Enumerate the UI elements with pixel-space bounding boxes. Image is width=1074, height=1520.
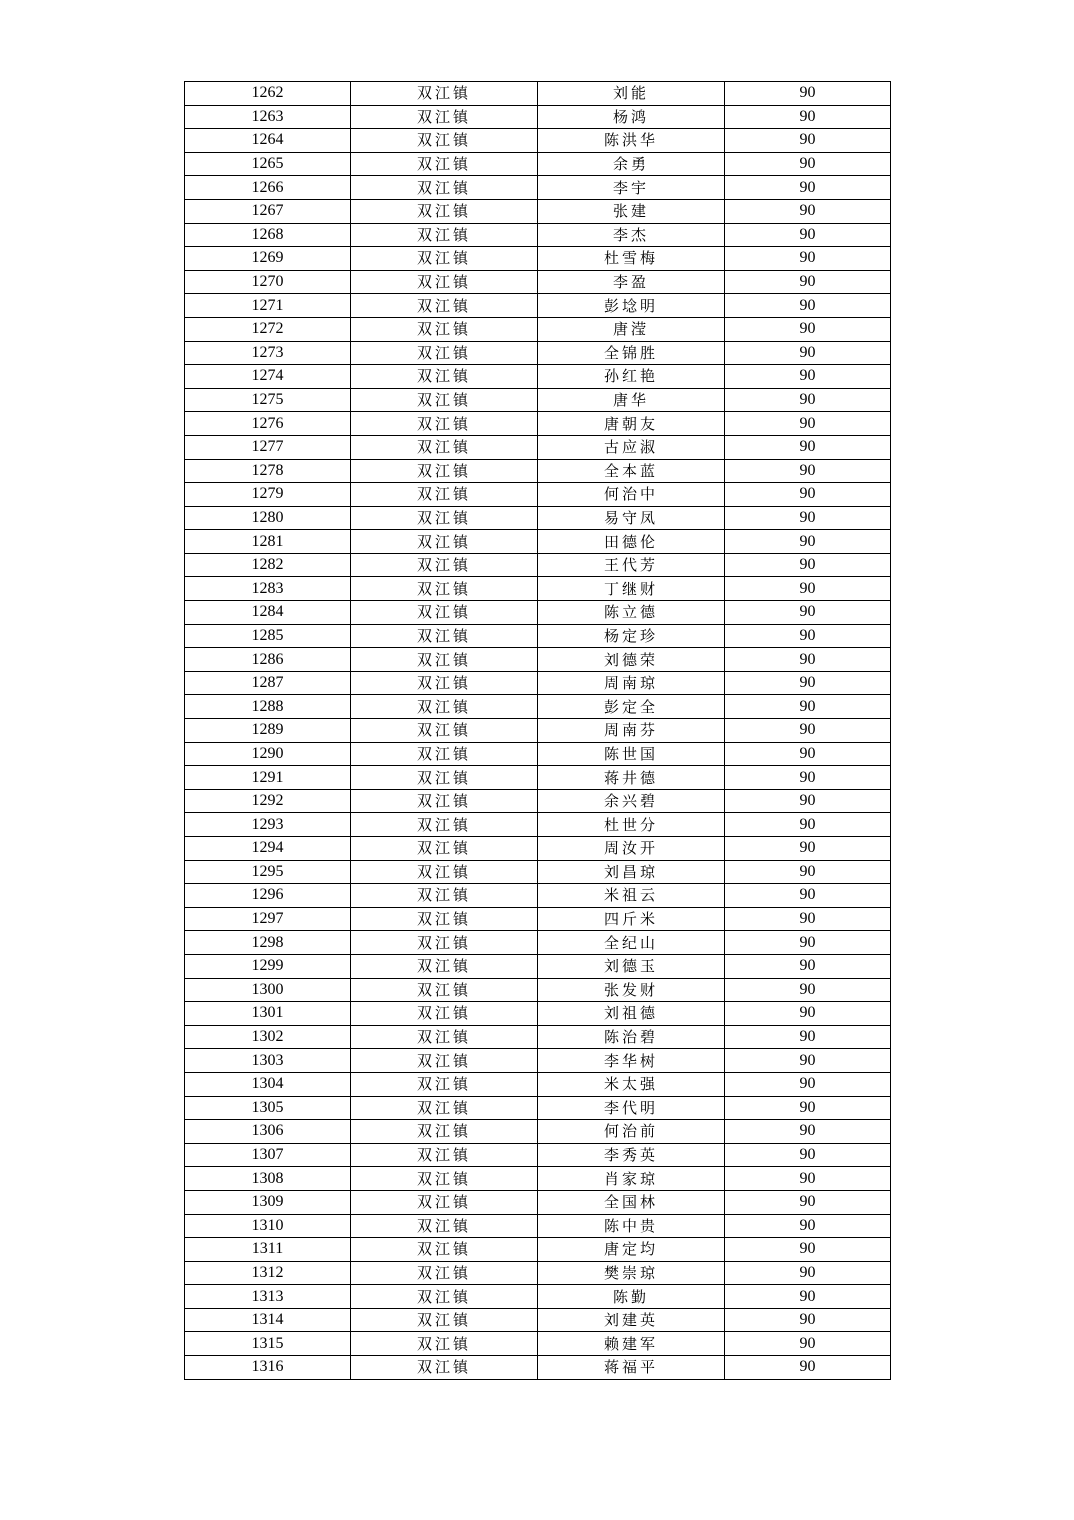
cell-town: 双江镇: [351, 1285, 538, 1309]
table-row: [185, 1049, 891, 1073]
table-row: [185, 1308, 891, 1332]
table-row: [185, 247, 891, 271]
cell-number: 1312: [185, 1261, 351, 1285]
cell-number: 1285: [185, 624, 351, 648]
cell-number: 1296: [185, 884, 351, 908]
cell-score: 90: [725, 813, 891, 837]
cell-town: 双江镇: [351, 1308, 538, 1332]
table-row: [185, 789, 891, 813]
cell-score: 90: [725, 294, 891, 318]
table-row: [185, 719, 891, 743]
cell-score: 90: [725, 695, 891, 719]
cell-number: 1294: [185, 837, 351, 861]
cell-number: 1289: [185, 719, 351, 743]
cell-score: 90: [725, 1332, 891, 1356]
cell-name: 蒋福平: [538, 1356, 725, 1380]
cell-score: 90: [725, 1356, 891, 1380]
roster-table: [184, 81, 891, 1380]
cell-score: 90: [725, 506, 891, 530]
cell-name: 唐定均: [538, 1238, 725, 1262]
cell-score: 90: [725, 1261, 891, 1285]
cell-town: 双江镇: [351, 1096, 538, 1120]
cell-number: 1269: [185, 247, 351, 271]
cell-score: 90: [725, 1308, 891, 1332]
cell-score: 90: [725, 223, 891, 247]
cell-number: 1279: [185, 483, 351, 507]
cell-number: 1264: [185, 129, 351, 153]
cell-name: 李盈: [538, 270, 725, 294]
table-row: [185, 1214, 891, 1238]
cell-number: 1299: [185, 954, 351, 978]
cell-score: 90: [725, 789, 891, 813]
table-row: [185, 412, 891, 436]
cell-town: 双江镇: [351, 742, 538, 766]
cell-score: 90: [725, 247, 891, 271]
cell-number: 1278: [185, 459, 351, 483]
table-row: [185, 671, 891, 695]
cell-name: 丁继财: [538, 577, 725, 601]
cell-town: 双江镇: [351, 954, 538, 978]
cell-name: 王代芳: [538, 553, 725, 577]
cell-score: 90: [725, 954, 891, 978]
cell-number: 1305: [185, 1096, 351, 1120]
table-row: [185, 1096, 891, 1120]
cell-score: 90: [725, 1049, 891, 1073]
cell-town: 双江镇: [351, 1167, 538, 1191]
table-row: [185, 813, 891, 837]
cell-town: 双江镇: [351, 176, 538, 200]
cell-town: 双江镇: [351, 1190, 538, 1214]
table-row: [185, 1120, 891, 1144]
cell-score: 90: [725, 317, 891, 341]
cell-name: 四斤米: [538, 907, 725, 931]
cell-name: 刘祖德: [538, 1002, 725, 1026]
cell-number: 1286: [185, 648, 351, 672]
cell-score: 90: [725, 624, 891, 648]
cell-name: 全纪山: [538, 931, 725, 955]
cell-score: 90: [725, 601, 891, 625]
cell-number: 1270: [185, 270, 351, 294]
table-row: [185, 553, 891, 577]
cell-name: 彭定全: [538, 695, 725, 719]
cell-number: 1263: [185, 105, 351, 129]
cell-town: 双江镇: [351, 1025, 538, 1049]
cell-town: 双江镇: [351, 978, 538, 1002]
cell-score: 90: [725, 388, 891, 412]
table-row: [185, 1143, 891, 1167]
table-row: [185, 388, 891, 412]
cell-town: 双江镇: [351, 341, 538, 365]
cell-town: 双江镇: [351, 671, 538, 695]
cell-town: 双江镇: [351, 1332, 538, 1356]
cell-number: 1304: [185, 1072, 351, 1096]
cell-town: 双江镇: [351, 388, 538, 412]
cell-score: 90: [725, 365, 891, 389]
cell-name: 唐华: [538, 388, 725, 412]
cell-town: 双江镇: [351, 719, 538, 743]
cell-town: 双江镇: [351, 199, 538, 223]
table-row: [185, 341, 891, 365]
cell-number: 1268: [185, 223, 351, 247]
table-row: [185, 435, 891, 459]
cell-score: 90: [725, 1072, 891, 1096]
cell-name: 米太强: [538, 1072, 725, 1096]
cell-score: 90: [725, 1285, 891, 1309]
table-row: [185, 1190, 891, 1214]
cell-town: 双江镇: [351, 105, 538, 129]
cell-score: 90: [725, 270, 891, 294]
cell-name: 李杰: [538, 223, 725, 247]
cell-name: 刘昌琼: [538, 860, 725, 884]
table-row: [185, 931, 891, 955]
cell-score: 90: [725, 860, 891, 884]
table-row: [185, 152, 891, 176]
cell-number: 1288: [185, 695, 351, 719]
cell-number: 1303: [185, 1049, 351, 1073]
cell-name: 陈中贵: [538, 1214, 725, 1238]
cell-name: 杨鸿: [538, 105, 725, 129]
cell-number: 1281: [185, 530, 351, 554]
table-row: [185, 577, 891, 601]
cell-name: 赖建军: [538, 1332, 725, 1356]
cell-name: 米祖云: [538, 884, 725, 908]
cell-name: 陈世国: [538, 742, 725, 766]
table-row: [185, 1167, 891, 1191]
cell-score: 90: [725, 1120, 891, 1144]
cell-number: 1315: [185, 1332, 351, 1356]
cell-name: 孙红艳: [538, 365, 725, 389]
cell-name: 刘德玉: [538, 954, 725, 978]
table-row: [185, 1238, 891, 1262]
cell-name: 易守凤: [538, 506, 725, 530]
cell-town: 双江镇: [351, 530, 538, 554]
cell-town: 双江镇: [351, 1002, 538, 1026]
cell-name: 陈洪华: [538, 129, 725, 153]
table-row: [185, 601, 891, 625]
cell-name: 杨定珍: [538, 624, 725, 648]
cell-score: 90: [725, 931, 891, 955]
cell-name: 古应淑: [538, 435, 725, 459]
cell-name: 彭埝明: [538, 294, 725, 318]
table-row: [185, 317, 891, 341]
table-row: [185, 176, 891, 200]
cell-town: 双江镇: [351, 412, 538, 436]
cell-number: 1267: [185, 199, 351, 223]
cell-name: 周汝开: [538, 837, 725, 861]
cell-name: 唐滢: [538, 317, 725, 341]
cell-town: 双江镇: [351, 1356, 538, 1380]
cell-name: 刘德荣: [538, 648, 725, 672]
cell-town: 双江镇: [351, 1214, 538, 1238]
cell-name: 张建: [538, 199, 725, 223]
cell-town: 双江镇: [351, 270, 538, 294]
cell-name: 周南琼: [538, 671, 725, 695]
cell-name: 李华树: [538, 1049, 725, 1073]
cell-number: 1309: [185, 1190, 351, 1214]
cell-town: 双江镇: [351, 459, 538, 483]
cell-name: 余勇: [538, 152, 725, 176]
table-row: [185, 270, 891, 294]
table-row: [185, 837, 891, 861]
cell-town: 双江镇: [351, 317, 538, 341]
cell-name: 刘建英: [538, 1308, 725, 1332]
cell-score: 90: [725, 1167, 891, 1191]
table-row: [185, 294, 891, 318]
cell-number: 1277: [185, 435, 351, 459]
table-row: [185, 648, 891, 672]
cell-number: 1275: [185, 388, 351, 412]
cell-number: 1273: [185, 341, 351, 365]
document-page: [184, 81, 890, 1380]
cell-number: 1316: [185, 1356, 351, 1380]
table-row: [185, 530, 891, 554]
table-row: [185, 1025, 891, 1049]
cell-score: 90: [725, 1214, 891, 1238]
cell-number: 1301: [185, 1002, 351, 1026]
cell-score: 90: [725, 1002, 891, 1026]
cell-number: 1276: [185, 412, 351, 436]
cell-score: 90: [725, 837, 891, 861]
cell-town: 双江镇: [351, 837, 538, 861]
cell-score: 90: [725, 1190, 891, 1214]
table-row: [185, 82, 891, 106]
cell-town: 双江镇: [351, 695, 538, 719]
cell-score: 90: [725, 648, 891, 672]
cell-number: 1297: [185, 907, 351, 931]
table-row: [185, 1261, 891, 1285]
cell-number: 1283: [185, 577, 351, 601]
cell-number: 1308: [185, 1167, 351, 1191]
table-row: [185, 766, 891, 790]
cell-name: 周南芬: [538, 719, 725, 743]
cell-name: 全本蓝: [538, 459, 725, 483]
table-row: [185, 199, 891, 223]
cell-name: 全锦胜: [538, 341, 725, 365]
cell-name: 樊崇琼: [538, 1261, 725, 1285]
cell-score: 90: [725, 483, 891, 507]
table-row: [185, 1285, 891, 1309]
cell-town: 双江镇: [351, 1049, 538, 1073]
cell-number: 1298: [185, 931, 351, 955]
table-row: [185, 459, 891, 483]
cell-name: 李宇: [538, 176, 725, 200]
cell-score: 90: [725, 82, 891, 106]
cell-town: 双江镇: [351, 247, 538, 271]
cell-name: 何治中: [538, 483, 725, 507]
cell-town: 双江镇: [351, 294, 538, 318]
table-row: [185, 506, 891, 530]
cell-number: 1313: [185, 1285, 351, 1309]
cell-number: 1293: [185, 813, 351, 837]
table-row: [185, 105, 891, 129]
cell-number: 1265: [185, 152, 351, 176]
cell-town: 双江镇: [351, 483, 538, 507]
cell-number: 1290: [185, 742, 351, 766]
cell-name: 陈立德: [538, 601, 725, 625]
table-row: [185, 860, 891, 884]
cell-town: 双江镇: [351, 931, 538, 955]
cell-score: 90: [725, 978, 891, 1002]
cell-score: 90: [725, 459, 891, 483]
cell-name: 陈勤: [538, 1285, 725, 1309]
table-row: [185, 1332, 891, 1356]
cell-number: 1307: [185, 1143, 351, 1167]
cell-number: 1300: [185, 978, 351, 1002]
cell-name: 刘能: [538, 82, 725, 106]
cell-name: 何治前: [538, 1120, 725, 1144]
cell-score: 90: [725, 671, 891, 695]
cell-number: 1291: [185, 766, 351, 790]
table-row: [185, 624, 891, 648]
cell-name: 李代明: [538, 1096, 725, 1120]
cell-number: 1271: [185, 294, 351, 318]
cell-number: 1292: [185, 789, 351, 813]
cell-score: 90: [725, 530, 891, 554]
cell-score: 90: [725, 1143, 891, 1167]
cell-score: 90: [725, 176, 891, 200]
cell-number: 1284: [185, 601, 351, 625]
cell-score: 90: [725, 1025, 891, 1049]
cell-name: 陈治碧: [538, 1025, 725, 1049]
cell-score: 90: [725, 199, 891, 223]
table-row: [185, 695, 891, 719]
cell-town: 双江镇: [351, 884, 538, 908]
cell-number: 1272: [185, 317, 351, 341]
cell-number: 1306: [185, 1120, 351, 1144]
table-row: [185, 483, 891, 507]
table-row: [185, 129, 891, 153]
cell-number: 1280: [185, 506, 351, 530]
table-row: [185, 742, 891, 766]
roster-table-body: [185, 82, 891, 1380]
table-row: [185, 884, 891, 908]
cell-number: 1287: [185, 671, 351, 695]
cell-town: 双江镇: [351, 1261, 538, 1285]
cell-town: 双江镇: [351, 789, 538, 813]
cell-score: 90: [725, 129, 891, 153]
cell-score: 90: [725, 152, 891, 176]
cell-number: 1266: [185, 176, 351, 200]
cell-town: 双江镇: [351, 152, 538, 176]
cell-score: 90: [725, 907, 891, 931]
cell-score: 90: [725, 553, 891, 577]
cell-name: 蒋井德: [538, 766, 725, 790]
cell-score: 90: [725, 884, 891, 908]
cell-town: 双江镇: [351, 82, 538, 106]
cell-town: 双江镇: [351, 435, 538, 459]
cell-town: 双江镇: [351, 365, 538, 389]
cell-name: 肖家琼: [538, 1167, 725, 1191]
cell-town: 双江镇: [351, 813, 538, 837]
cell-number: 1302: [185, 1025, 351, 1049]
cell-town: 双江镇: [351, 601, 538, 625]
table-row: [185, 954, 891, 978]
cell-name: 余兴碧: [538, 789, 725, 813]
table-row: [185, 1356, 891, 1380]
cell-town: 双江镇: [351, 648, 538, 672]
cell-number: 1262: [185, 82, 351, 106]
cell-score: 90: [725, 1238, 891, 1262]
cell-score: 90: [725, 719, 891, 743]
table-row: [185, 1072, 891, 1096]
table-row: [185, 365, 891, 389]
cell-town: 双江镇: [351, 506, 538, 530]
cell-score: 90: [725, 105, 891, 129]
cell-town: 双江镇: [351, 860, 538, 884]
cell-town: 双江镇: [351, 1120, 538, 1144]
cell-name: 唐朝友: [538, 412, 725, 436]
table-row: [185, 978, 891, 1002]
cell-score: 90: [725, 742, 891, 766]
cell-number: 1311: [185, 1238, 351, 1262]
cell-town: 双江镇: [351, 624, 538, 648]
cell-number: 1314: [185, 1308, 351, 1332]
cell-score: 90: [725, 341, 891, 365]
table-row: [185, 223, 891, 247]
cell-town: 双江镇: [351, 1072, 538, 1096]
cell-score: 90: [725, 577, 891, 601]
cell-score: 90: [725, 766, 891, 790]
cell-name: 杜雪梅: [538, 247, 725, 271]
cell-name: 李秀英: [538, 1143, 725, 1167]
cell-number: 1310: [185, 1214, 351, 1238]
cell-town: 双江镇: [351, 553, 538, 577]
cell-town: 双江镇: [351, 1238, 538, 1262]
cell-name: 全国林: [538, 1190, 725, 1214]
table-row: [185, 1002, 891, 1026]
cell-score: 90: [725, 435, 891, 459]
cell-name: 张发财: [538, 978, 725, 1002]
cell-town: 双江镇: [351, 1143, 538, 1167]
cell-town: 双江镇: [351, 223, 538, 247]
cell-score: 90: [725, 1096, 891, 1120]
table-row: [185, 907, 891, 931]
cell-town: 双江镇: [351, 129, 538, 153]
cell-number: 1274: [185, 365, 351, 389]
cell-name: 杜世分: [538, 813, 725, 837]
cell-town: 双江镇: [351, 577, 538, 601]
cell-name: 田德伦: [538, 530, 725, 554]
cell-number: 1295: [185, 860, 351, 884]
cell-number: 1282: [185, 553, 351, 577]
cell-town: 双江镇: [351, 766, 538, 790]
cell-town: 双江镇: [351, 907, 538, 931]
cell-score: 90: [725, 412, 891, 436]
